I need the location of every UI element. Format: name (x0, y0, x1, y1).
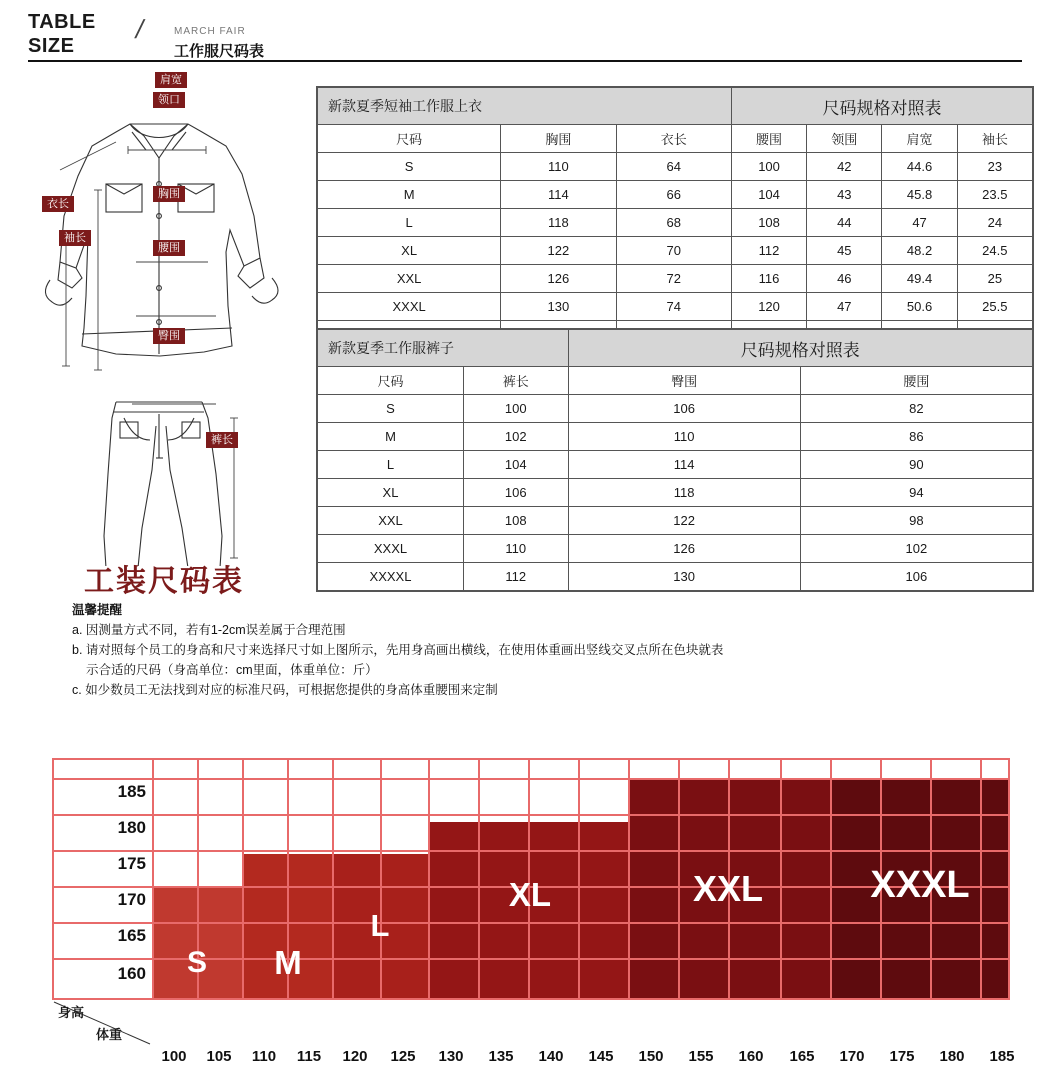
cell: 112 (731, 237, 806, 265)
gridline-v (1008, 758, 1010, 998)
cell: 112 (464, 563, 569, 591)
x-tick-170: 170 (839, 1048, 865, 1065)
header-size-word: SIZE (28, 35, 75, 57)
cell: 122 (501, 237, 616, 265)
header-table-word: TABLE (28, 11, 96, 33)
cell: 74 (616, 293, 731, 321)
y-tick-160: 160 (117, 964, 146, 983)
heatmap-label-S: S (186, 946, 207, 979)
cell: 118 (501, 209, 616, 237)
cell: 110 (568, 423, 800, 451)
y-tick-170: 170 (117, 890, 146, 909)
page-title: 工装尺码表 (84, 565, 244, 598)
x-tick-125: 125 (390, 1048, 416, 1065)
size-heatmap-chart (52, 758, 1015, 1065)
cell: 44.6 (882, 153, 957, 181)
cell: S (318, 395, 464, 423)
table-row (318, 423, 1033, 451)
gridline-h (52, 778, 1010, 780)
y-tick-180: 180 (117, 818, 146, 837)
cell: 122 (568, 507, 800, 535)
table-row (318, 395, 1033, 423)
cell: XXXL (318, 535, 464, 563)
label-coat-length: 衣长 (42, 196, 74, 212)
label-waist: 腰围 (153, 240, 185, 256)
table-row (318, 563, 1033, 591)
cell: 46 (807, 265, 882, 293)
pants-col-0: 尺码 (318, 367, 464, 395)
jacket-col-1: 胸围 (501, 125, 616, 153)
table-row (318, 265, 1033, 293)
gridline-v (578, 758, 580, 998)
jacket-col-6: 袖长 (957, 125, 1032, 153)
cell: 45 (807, 237, 882, 265)
cell: 100 (731, 153, 806, 181)
jacket-table-title-left: 新款夏季短袖工作服上衣 (318, 88, 732, 125)
cell: 94 (800, 479, 1032, 507)
gridline-v (380, 758, 382, 998)
cell: L (318, 209, 501, 237)
gridline-v (332, 758, 334, 998)
pants-col-2: 臀围 (568, 367, 800, 395)
cell: XXXL (318, 293, 501, 321)
heatmap-label-L: L (370, 908, 390, 943)
table-row (318, 293, 1033, 321)
label-pant-length: 裤长 (206, 432, 238, 448)
x-tick-105: 105 (206, 1048, 232, 1065)
cell: 42 (807, 153, 882, 181)
cell: 49.4 (882, 265, 957, 293)
notes-heading: 温馨提醒 (72, 603, 123, 617)
axis-label-weight: 体重 (96, 1027, 123, 1042)
jacket-table-header-row (318, 88, 1033, 125)
cell: 120 (731, 293, 806, 321)
table-row (318, 181, 1033, 209)
label-shoulder-width: 肩宽 (155, 72, 187, 88)
note-line-c: c. 如少数员工无法找到对应的标准尺码，可根据您提供的身高体重腰围来定制 (72, 683, 498, 697)
cell: 104 (464, 451, 569, 479)
chart-axis-corner (52, 1000, 152, 1046)
x-tick-130: 130 (438, 1048, 464, 1065)
y-tick-185: 185 (117, 782, 146, 801)
y-tick-175: 175 (117, 854, 146, 873)
table-row (318, 479, 1033, 507)
header-brand-cn: 工作服尺码表 (174, 43, 265, 60)
jacket-col-5: 肩宽 (882, 125, 957, 153)
heatmap-label-M: M (274, 944, 302, 981)
cell: XXL (318, 507, 464, 535)
x-tick-180: 180 (939, 1048, 965, 1065)
header-slash-divider: / (132, 14, 147, 44)
pants-table-header-row (318, 330, 1033, 367)
cell: 100 (464, 395, 569, 423)
label-hip: 臀围 (153, 328, 185, 344)
gridline-h-top (52, 758, 1010, 760)
cell: M (318, 181, 501, 209)
pants-table-title-left: 新款夏季工作服裤子 (318, 330, 569, 367)
heatmap-label-XXL: XXL (692, 868, 763, 909)
label-sleeve-length: 袖长 (59, 230, 91, 246)
cell: 106 (464, 479, 569, 507)
cell: 114 (501, 181, 616, 209)
pants-size-table (316, 328, 1034, 592)
x-tick-185: 185 (989, 1048, 1015, 1065)
note-line-b: b. 请对照每个员工的身高和尺寸来选择尺寸如上图所示，先用身高画出横线，在使用体重画出竖线交叉点所在色块就表 (72, 643, 724, 657)
cell: 118 (568, 479, 800, 507)
cell: M (318, 423, 464, 451)
gridline-h (52, 814, 1010, 816)
note-line-b-cont: 示合适的尺码（身高单位：cm里面，体重单位：斤） (86, 663, 378, 677)
x-tick-135: 135 (488, 1048, 514, 1065)
label-bust: 胸围 (153, 186, 185, 202)
garment-drawing (20, 66, 310, 566)
pants-column-header-row (318, 367, 1033, 395)
gridline-v-axis (52, 758, 54, 998)
gridline-v (428, 758, 430, 998)
header-table-size-text (28, 10, 96, 58)
gridline-h (52, 998, 1010, 1000)
axis-label-height: 身高 (58, 1005, 85, 1020)
x-tick-155: 155 (688, 1048, 714, 1065)
cell: 48.2 (882, 237, 957, 265)
gridline-v (478, 758, 480, 998)
x-tick-120: 120 (342, 1048, 368, 1065)
garment-illustration (20, 66, 310, 566)
x-tick-175: 175 (889, 1048, 915, 1065)
cell: 47 (882, 209, 957, 237)
cell: L (318, 451, 464, 479)
cell: 98 (800, 507, 1032, 535)
cell: 130 (501, 293, 616, 321)
jacket-table-title-right: 尺码规格对照表 (731, 88, 1032, 125)
heatmap-label-XXXL: XXXL (870, 864, 970, 906)
cell: 114 (568, 451, 800, 479)
x-tick-150: 150 (638, 1048, 664, 1065)
cell: 44 (807, 209, 882, 237)
cell: 50.6 (882, 293, 957, 321)
heatmap-label-XL: XL (508, 876, 552, 913)
pants-table-title-right: 尺码规格对照表 (568, 330, 1032, 367)
cell: 64 (616, 153, 731, 181)
cell: 90 (800, 451, 1032, 479)
cell: 82 (800, 395, 1032, 423)
cell: XL (318, 237, 501, 265)
table-row (318, 451, 1033, 479)
jacket-size-table-grid (317, 87, 1033, 349)
cell: 110 (464, 535, 569, 563)
cell: 43 (807, 181, 882, 209)
cell: XXXXL (318, 563, 464, 591)
x-tick-145: 145 (588, 1048, 614, 1065)
x-tick-115: 115 (296, 1048, 322, 1065)
cell: 110 (501, 153, 616, 181)
cell: 102 (464, 423, 569, 451)
header-brand-en: MARCH FAIR (174, 26, 246, 37)
table-row (318, 153, 1033, 181)
jacket-size-table (316, 86, 1034, 350)
cell: 104 (731, 181, 806, 209)
jacket-col-0: 尺码 (318, 125, 501, 153)
cell: S (318, 153, 501, 181)
jacket-col-4: 领围 (807, 125, 882, 153)
cell: 130 (568, 563, 800, 591)
cell: 66 (616, 181, 731, 209)
cell: XL (318, 479, 464, 507)
cell: 108 (731, 209, 806, 237)
cell: 24 (957, 209, 1032, 237)
cell: 23.5 (957, 181, 1032, 209)
cell: 126 (568, 535, 800, 563)
gridline-v (628, 758, 630, 998)
x-tick-100: 100 (161, 1048, 187, 1065)
x-tick-165: 165 (789, 1048, 815, 1065)
cell: 25.5 (957, 293, 1032, 321)
cell: 24.5 (957, 237, 1032, 265)
cell: 108 (464, 507, 569, 535)
x-tick-140: 140 (538, 1048, 564, 1065)
x-tick-160: 160 (738, 1048, 764, 1065)
pants-size-table-grid (317, 329, 1033, 591)
cell: 106 (568, 395, 800, 423)
cell: 23 (957, 153, 1032, 181)
notes-block (72, 600, 972, 700)
x-tick-110: 110 (251, 1048, 277, 1065)
table-row (318, 209, 1033, 237)
table-row (318, 507, 1033, 535)
gridline-v (242, 758, 244, 998)
table-row (318, 237, 1033, 265)
cell: 70 (616, 237, 731, 265)
cell: 106 (800, 563, 1032, 591)
table-row (318, 535, 1033, 563)
y-tick-165: 165 (117, 926, 146, 945)
cell: 45.8 (882, 181, 957, 209)
cell: 72 (616, 265, 731, 293)
cell: 25 (957, 265, 1032, 293)
cell: 47 (807, 293, 882, 321)
gridline-h (52, 922, 1010, 924)
gridline-v (152, 758, 154, 998)
jacket-column-header-row (318, 125, 1033, 153)
gridline-h (52, 850, 1010, 852)
cell: 68 (616, 209, 731, 237)
cell: 102 (800, 535, 1032, 563)
jacket-col-2: 衣长 (616, 125, 731, 153)
pants-col-1: 裤长 (464, 367, 569, 395)
cell: XXL (318, 265, 501, 293)
cell: 86 (800, 423, 1032, 451)
note-line-a: a. 因测量方式不同，若有1-2cm误差属于合理范围 (72, 623, 346, 637)
page-header (28, 8, 1022, 62)
pants-col-3: 腰围 (800, 367, 1032, 395)
cell: 126 (501, 265, 616, 293)
cell: 116 (731, 265, 806, 293)
jacket-col-3: 腰围 (731, 125, 806, 153)
label-collar: 领口 (153, 92, 185, 108)
